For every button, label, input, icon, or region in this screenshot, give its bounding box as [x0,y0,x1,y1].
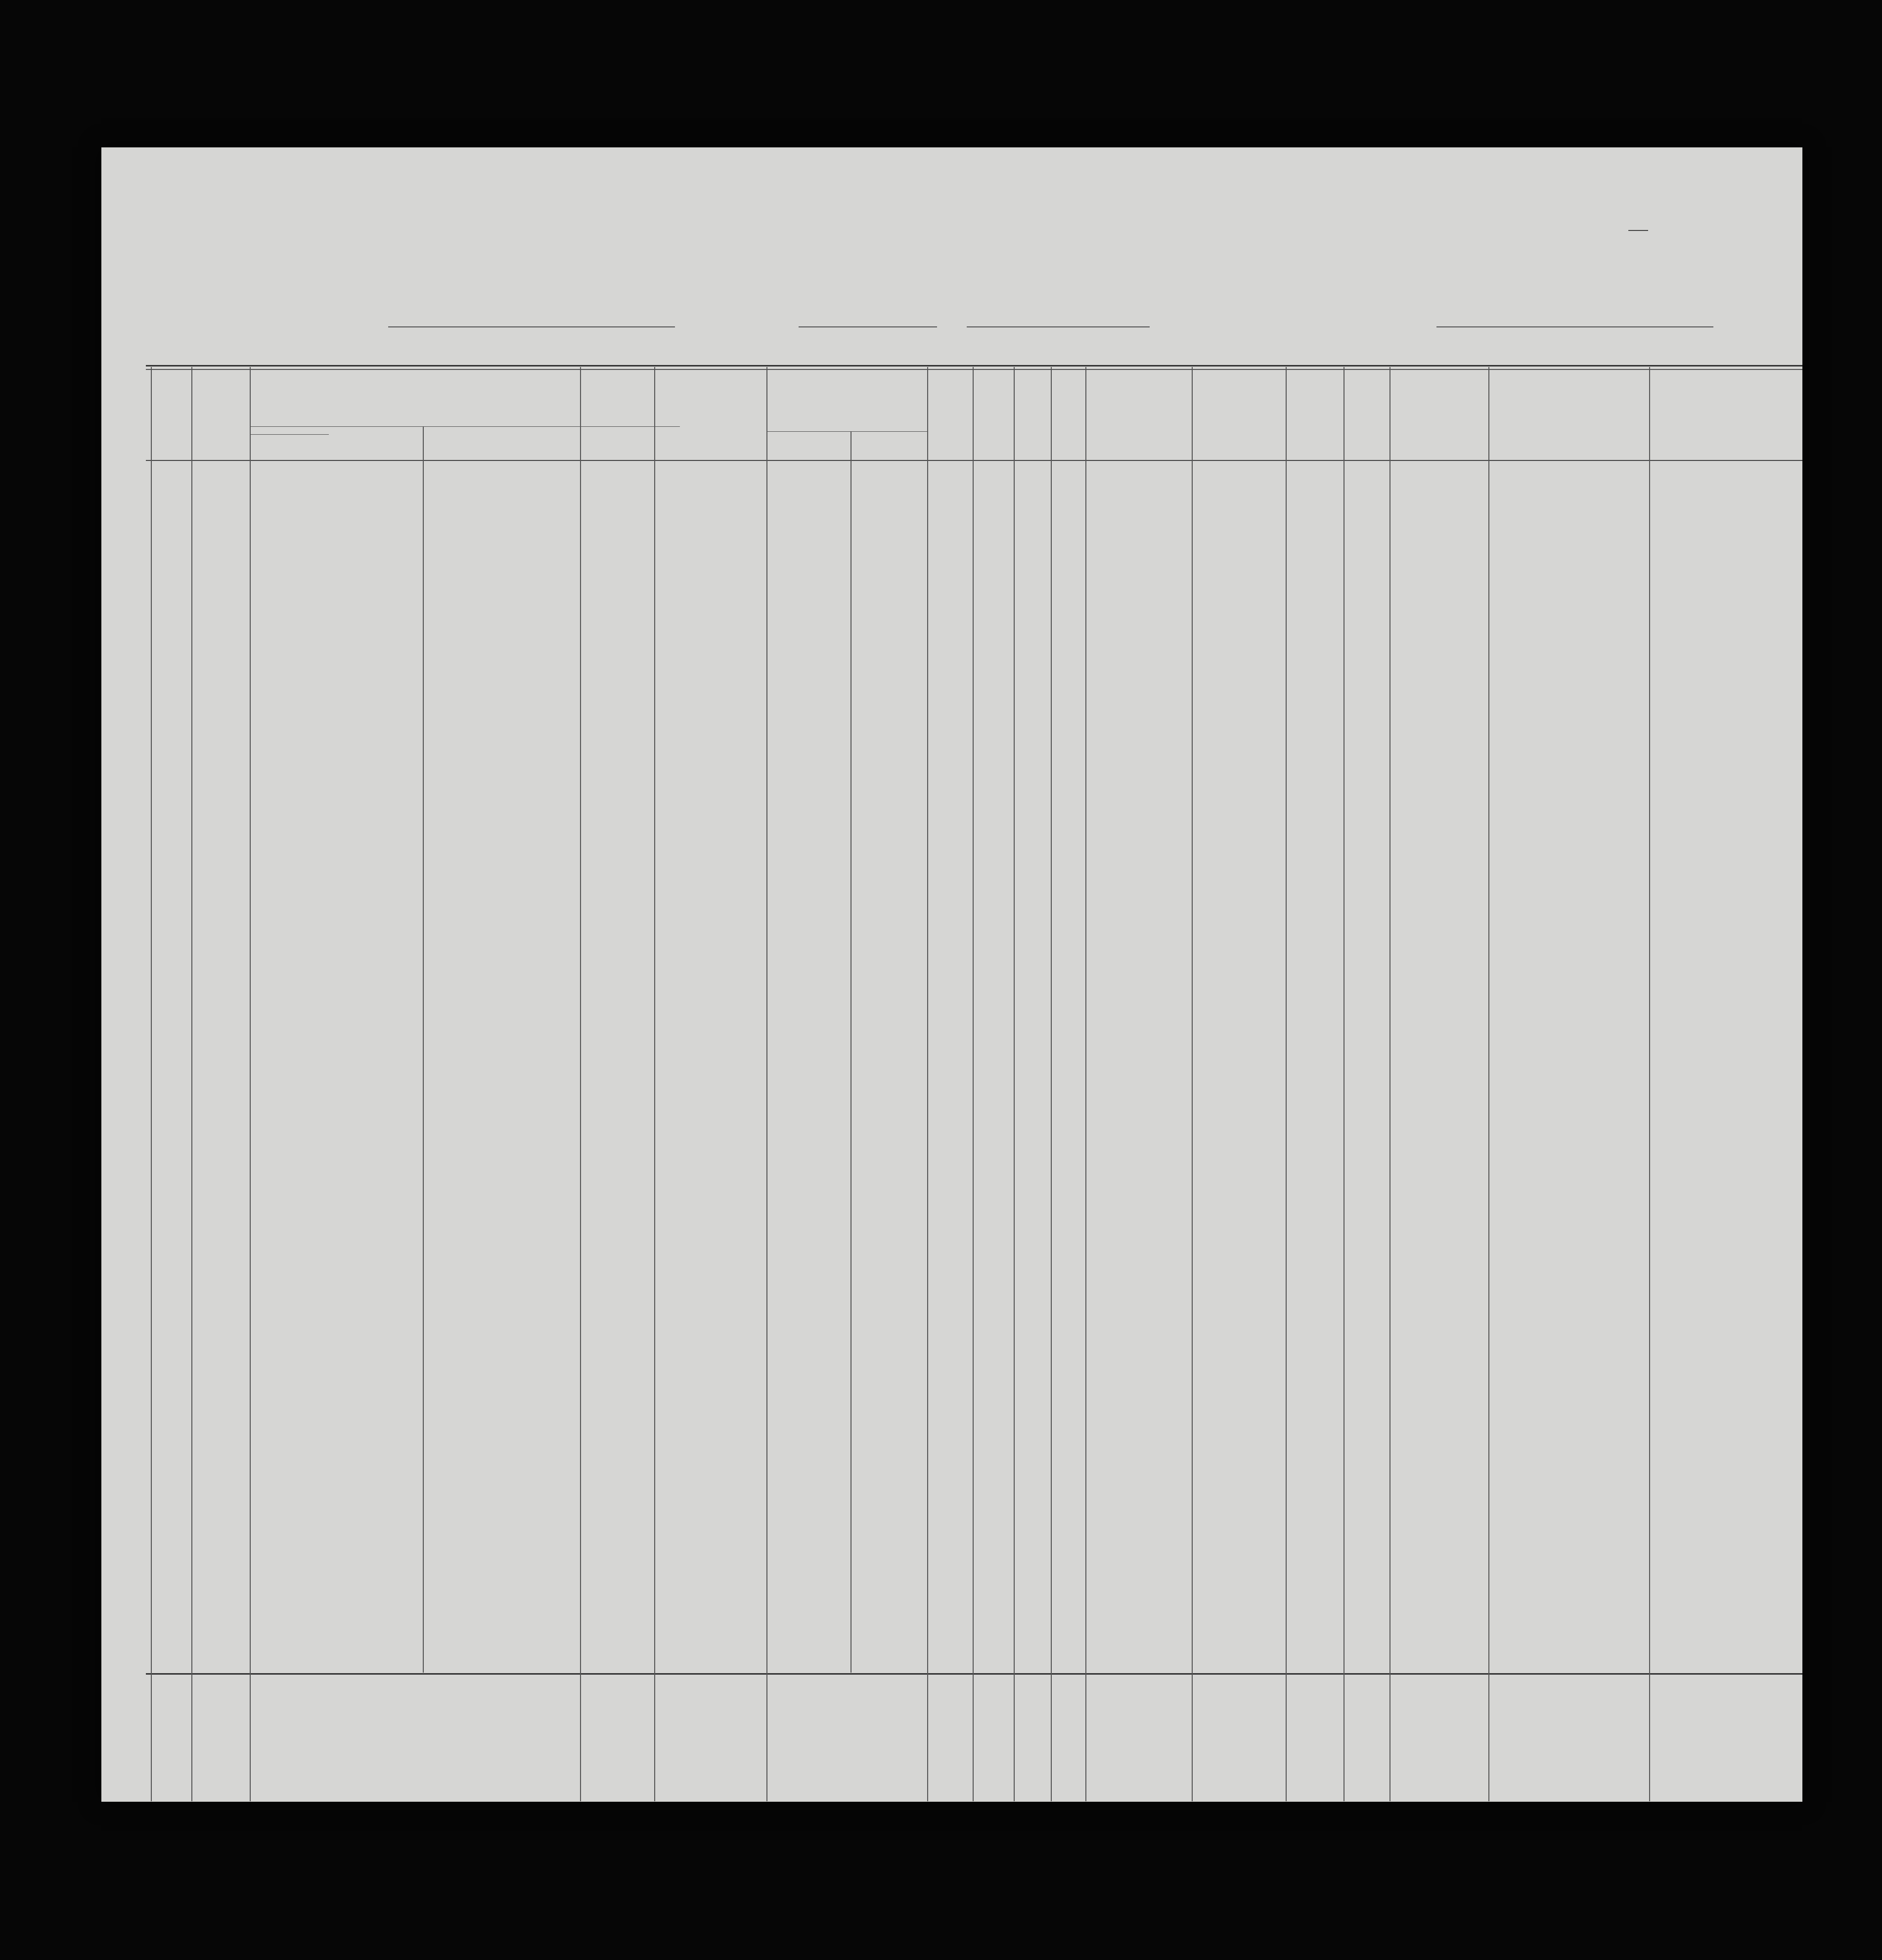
table-top-rule-2 [146,369,1802,370]
departure-port [1436,326,1713,327]
sheet-number [1624,196,1648,231]
header-bottom-rule [146,460,1802,461]
col-1-label [191,373,250,379]
vessel-line [230,326,1738,351]
shipped-sub-rule [766,431,927,432]
name-sub-rule-2 [250,426,680,427]
table-bottom-rule [146,1673,1802,1675]
vessel-name [388,326,675,327]
arrival-month [967,326,1150,327]
table-top-rule [146,365,1802,366]
sheet-value [1628,196,1648,231]
col-1 [191,373,250,379]
arrival-port [799,326,937,327]
manifest-sheet [101,147,1802,1802]
name-sub-rule [250,434,329,435]
